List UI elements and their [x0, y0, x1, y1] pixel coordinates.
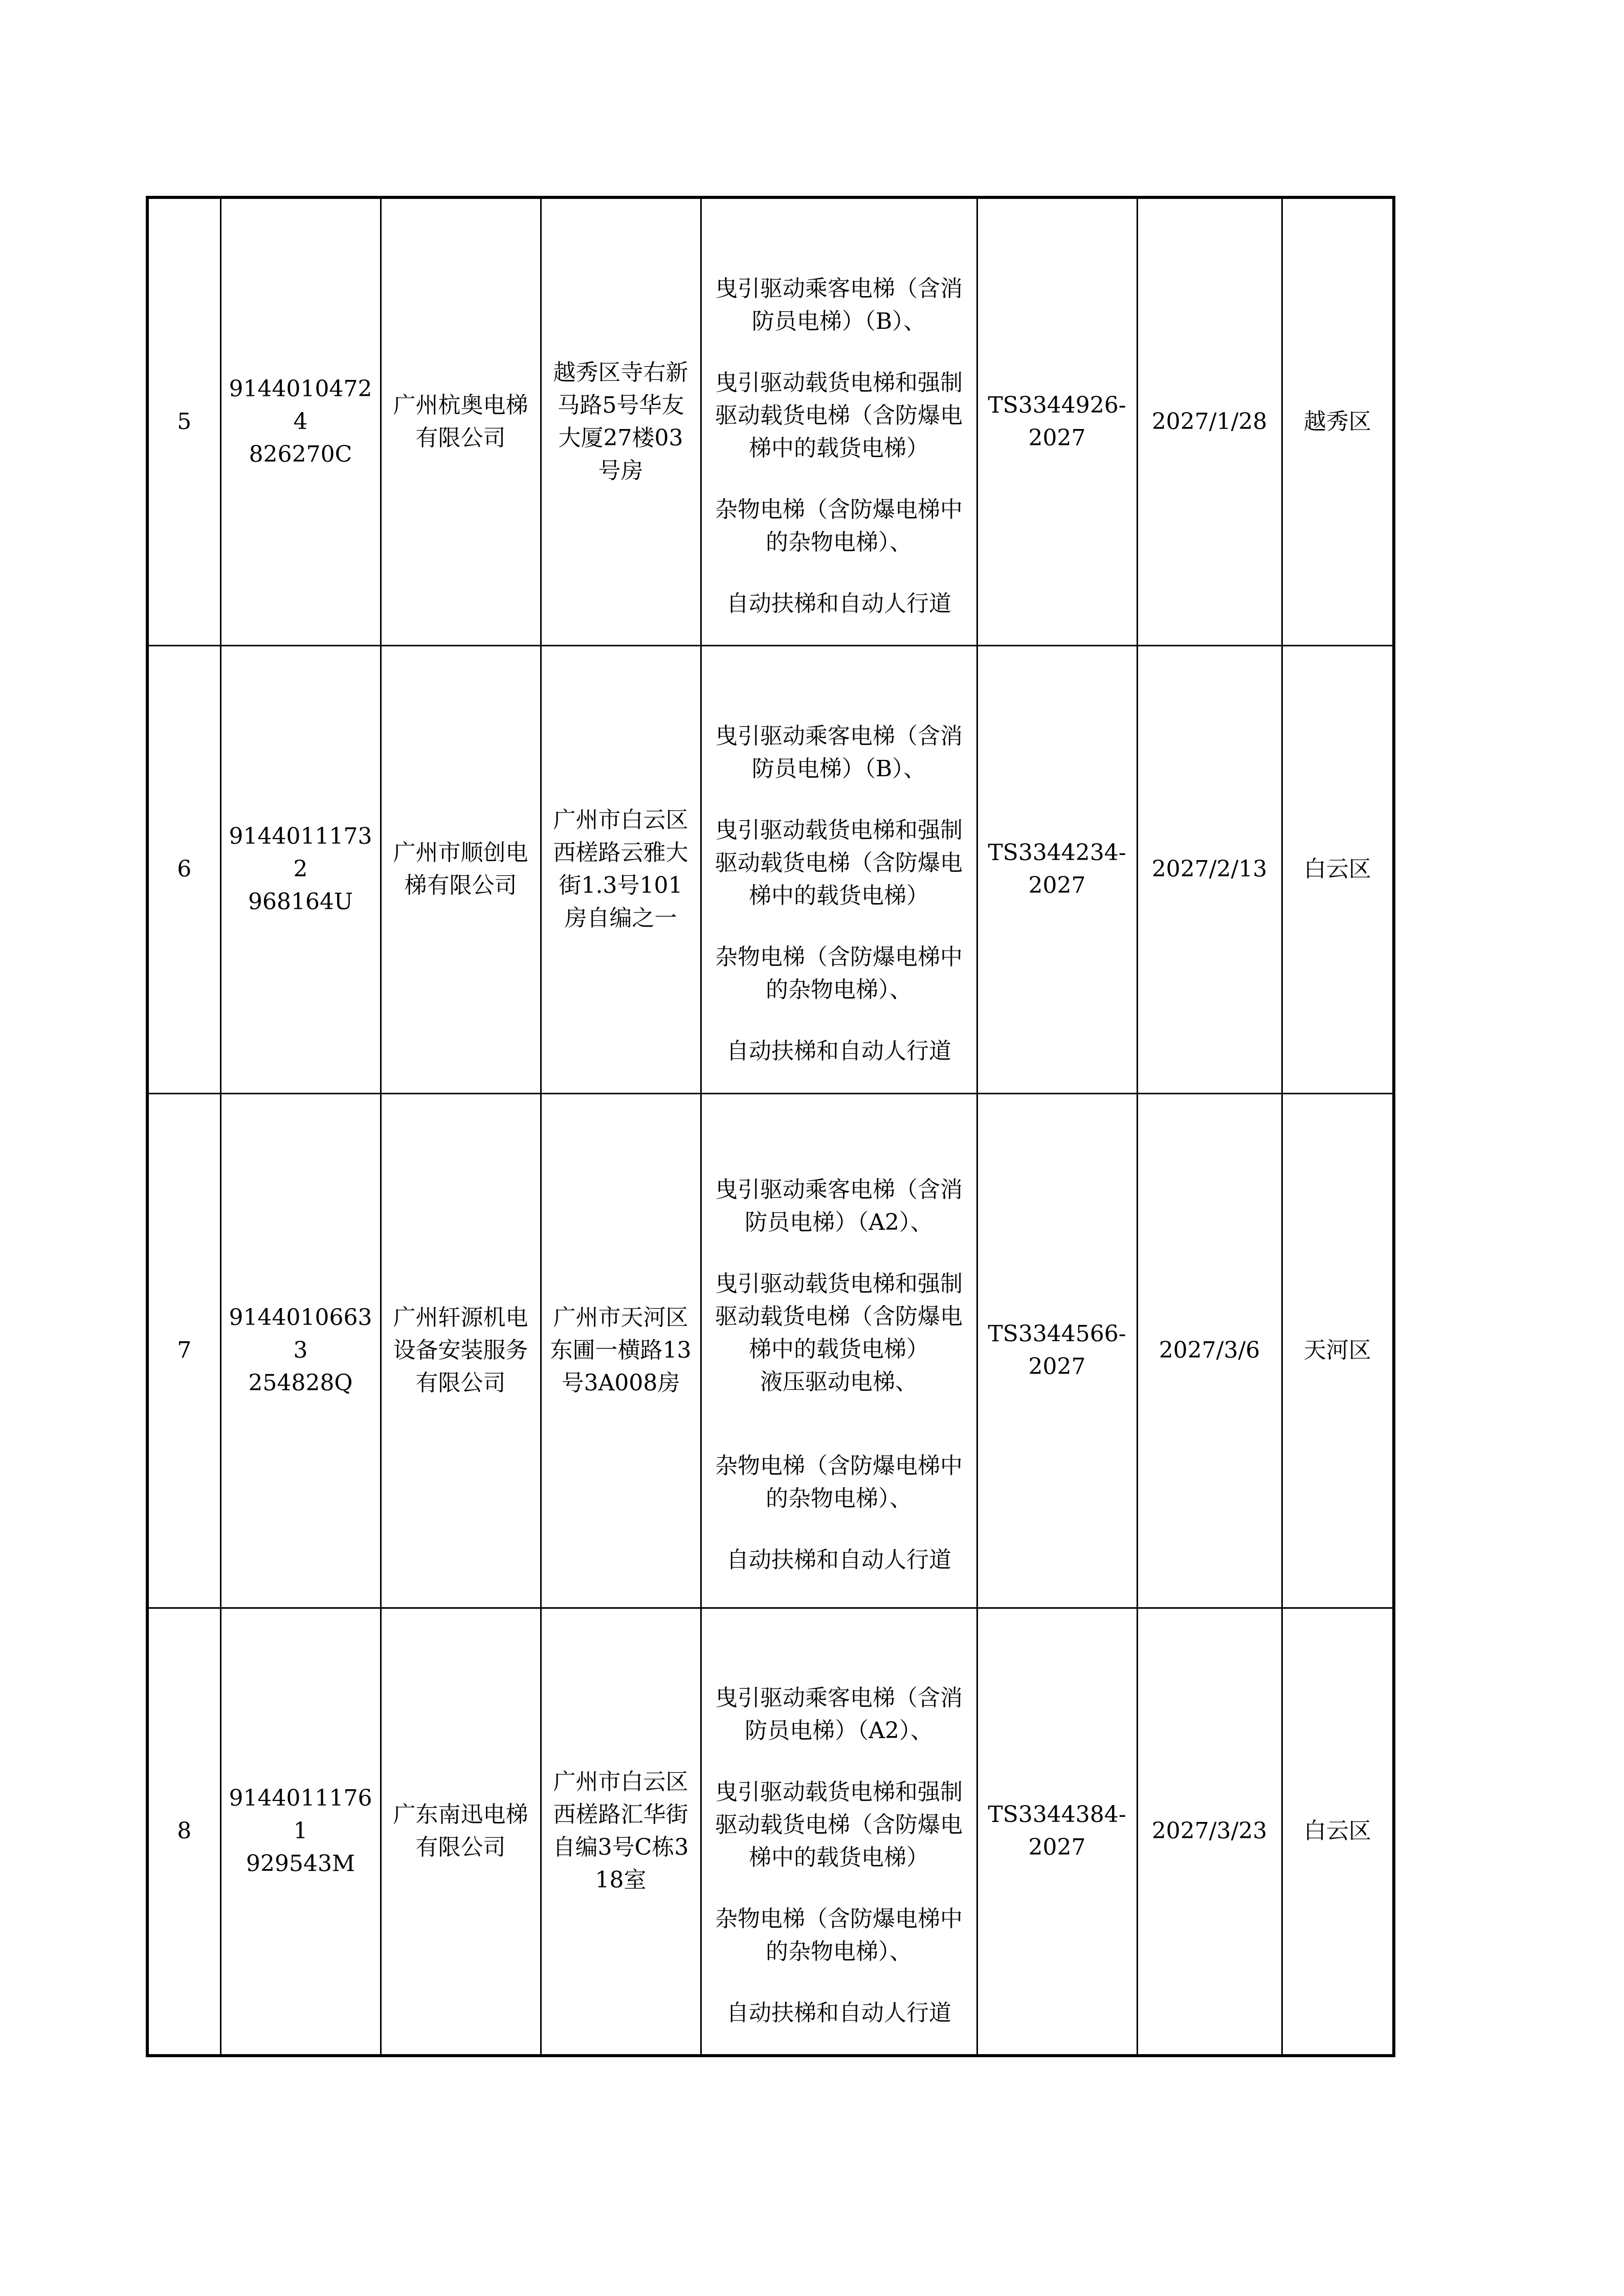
license-number-line: 2027 — [1028, 424, 1086, 451]
credit-code-line: 91440106633 — [229, 1304, 372, 1363]
scope-item: 自动扶梯和自动人行道 — [726, 1547, 951, 1573]
expiry-date: 2027/1/28 — [1137, 197, 1282, 645]
district: 白云区 — [1282, 1608, 1394, 2056]
license-number — [977, 1093, 1137, 1608]
license-number — [977, 1608, 1137, 2056]
credit-code — [220, 1608, 381, 2056]
company-address: 广州市白云区西槎路汇华街自编3号C栋318室 — [541, 1608, 701, 2056]
company-name: 广州杭奥电梯有限公司 — [381, 197, 541, 645]
expiry-date: 2027/3/23 — [1137, 1608, 1282, 2056]
credit-code-line: 91440111732 — [229, 823, 372, 882]
credit-code — [220, 645, 381, 1093]
table-row — [147, 645, 1394, 1093]
scope-item: 自动扶梯和自动人行道 — [726, 1038, 951, 1064]
license-number — [977, 645, 1137, 1093]
credit-code-line: 968164U — [248, 889, 353, 915]
scope-item: 杂物电梯（含防爆电梯中的杂物电梯）、 — [715, 496, 963, 555]
license-number-line: 2027 — [1028, 1834, 1086, 1861]
scope-item: 曳引驱动乘客电梯（含消防员电梯）（B）、 — [715, 723, 963, 782]
company-address: 越秀区寺右新马路5号华友大厦27楼03号房 — [541, 197, 701, 645]
scope-item: 自动扶梯和自动人行道 — [726, 2000, 951, 2027]
license-scope — [701, 1608, 977, 2056]
table-row — [147, 197, 1394, 645]
expiry-date: 2027/2/13 — [1137, 645, 1282, 1093]
license-number-line: TS3344234- — [988, 840, 1126, 866]
scope-item: 自动扶梯和自动人行道 — [726, 590, 951, 617]
scope-item: 曳引驱动载货电梯和强制驱动载货电梯（含防爆电梯中的载货电梯） — [715, 1271, 963, 1362]
scope-item: 杂物电梯（含防爆电梯中的杂物电梯）、 — [715, 1453, 963, 1512]
scope-item: 曳引驱动载货电梯和强制驱动载货电梯（含防爆电梯中的载货电梯） — [715, 817, 963, 909]
registration-table — [146, 196, 1395, 2057]
expiry-date: 2027/3/6 — [1137, 1093, 1282, 1608]
license-number — [977, 197, 1137, 645]
row-number: 8 — [147, 1608, 220, 2056]
row-number: 7 — [147, 1093, 220, 1608]
credit-code-line: 826270C — [249, 441, 352, 467]
table-body — [147, 197, 1394, 2056]
license-number-line: 2027 — [1028, 1354, 1086, 1380]
row-number: 5 — [147, 197, 220, 645]
license-number-line: TS3344384- — [988, 1802, 1126, 1828]
license-number-line: 2027 — [1028, 872, 1086, 898]
company-address: 广州市白云区西槎路云雅大街1.3号101房自编之一 — [541, 645, 701, 1093]
credit-code-line: 929543M — [246, 1851, 355, 1877]
license-number-line: TS3344926- — [988, 392, 1126, 418]
scope-item: 曳引驱动乘客电梯（含消防员电梯）（B）、 — [715, 275, 963, 334]
table-row — [147, 1608, 1394, 2056]
license-scope — [701, 645, 977, 1093]
credit-code-line: 254828Q — [248, 1370, 353, 1396]
district: 越秀区 — [1282, 197, 1394, 645]
credit-code-line: 91440104724 — [229, 375, 372, 435]
scope-item: 曳引驱动载货电梯和强制驱动载货电梯（含防爆电梯中的载货电梯） — [715, 1779, 963, 1871]
credit-code — [220, 197, 381, 645]
company-address: 广州市天河区东圃一横路13号3A008房 — [541, 1093, 701, 1608]
credit-code — [220, 1093, 381, 1608]
scope-item: 曳引驱动载货电梯和强制驱动载货电梯（含防爆电梯中的载货电梯） — [715, 369, 963, 461]
row-number: 6 — [147, 645, 220, 1093]
district: 天河区 — [1282, 1093, 1394, 1608]
district: 白云区 — [1282, 645, 1394, 1093]
scope-item: 液压驱动电梯、 — [760, 1369, 918, 1395]
credit-code-line: 91440111761 — [229, 1785, 372, 1844]
company-name: 广东南迅电梯有限公司 — [381, 1608, 541, 2056]
table-row — [147, 1093, 1394, 1608]
scope-item: 杂物电梯（含防爆电梯中的杂物电梯）、 — [715, 1906, 963, 1965]
company-name: 广州市顺创电梯有限公司 — [381, 645, 541, 1093]
company-name: 广州轩源机电设备安装服务有限公司 — [381, 1093, 541, 1608]
license-scope — [701, 197, 977, 645]
license-scope — [701, 1093, 977, 1608]
license-number-line: TS3344566- — [988, 1321, 1126, 1347]
scope-item: 曳引驱动乘客电梯（含消防员电梯）（A2）、 — [715, 1177, 963, 1235]
scope-item: 杂物电梯（含防爆电梯中的杂物电梯）、 — [715, 944, 963, 1003]
scope-item: 曳引驱动乘客电梯（含消防员电梯）（A2）、 — [715, 1685, 963, 1744]
